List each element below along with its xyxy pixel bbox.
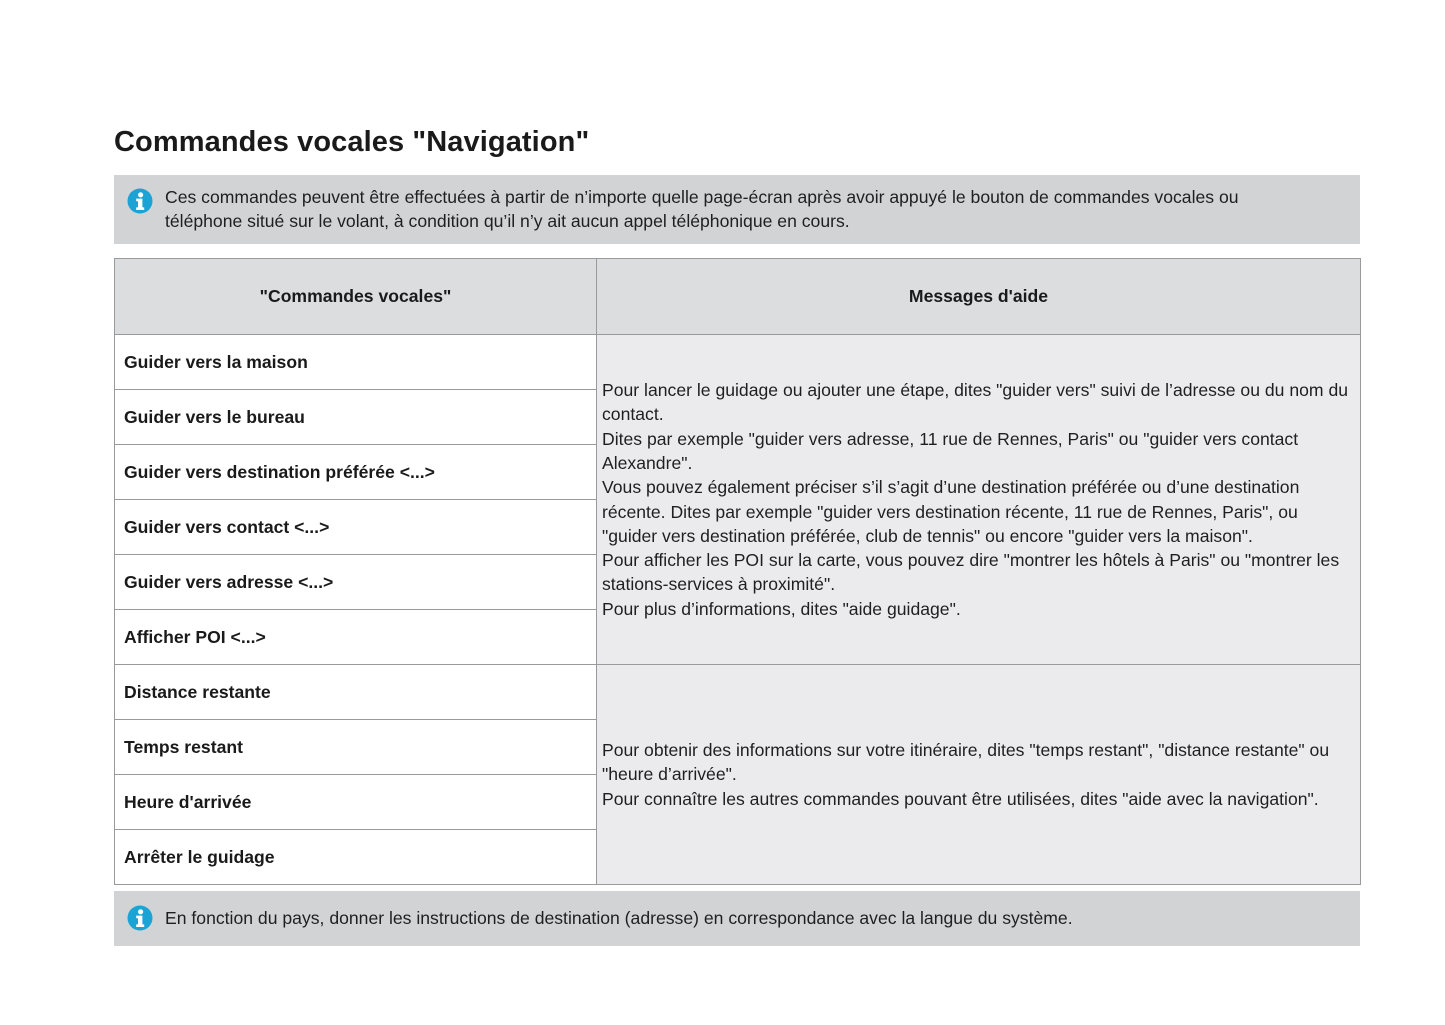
column-header-help: Messages d'aide <box>597 259 1361 335</box>
help-text: Dites par exemple "guider vers adresse, 11 rue de Rennes, Paris" ou "guider vers contact Alexandre". <box>602 428 1299 473</box>
info-note-top <box>114 175 1360 244</box>
info-icon <box>127 905 153 931</box>
column-header-commands: "Commandes vocales" <box>115 259 597 335</box>
command-cell: Distance restante <box>115 665 597 720</box>
command-cell: Temps restant <box>115 720 597 775</box>
help-text: Pour afficher les POI sur la carte, vous pouvez dire "montrer les hôtels à Paris" ou "montrer les stations-services à proximité". <box>602 550 1340 595</box>
table-header-row <box>115 259 1361 335</box>
help-text: Pour obtenir des informations sur votre itinéraire, dites "temps restant", "distance restante" ou "heure d’arrivée". <box>602 740 1330 785</box>
command-cell: Guider vers le bureau <box>115 390 597 445</box>
help-cell-route-info <box>597 665 1361 885</box>
help-text: Pour lancer le guidage ou ajouter une étape, dites "guider vers" suivi de l’adresse ou du nom du contact. <box>602 380 1349 425</box>
table-row <box>115 665 1361 720</box>
voice-commands-table <box>114 258 1361 885</box>
command-cell: Arrêter le guidage <box>115 830 597 885</box>
command-cell: Heure d'arrivée <box>115 775 597 830</box>
table-row <box>115 335 1361 390</box>
command-cell: Guider vers contact <...> <box>115 500 597 555</box>
command-cell: Afficher POI <...> <box>115 610 597 665</box>
info-note-text: En fonction du pays, donner les instructions de destination (adresse) en correspondance avec la langue du système. <box>165 908 1073 928</box>
command-cell: Guider vers destination préférée <...> <box>115 445 597 500</box>
page-title: Commandes vocales "Navigation" <box>114 126 590 158</box>
help-cell-guidance <box>597 335 1361 665</box>
info-note-bottom <box>114 891 1360 946</box>
info-note-text: Ces commandes peuvent être effectuées à partir de n’importe quelle page-écran après avoir appuyé le bouton de commandes vocales ou téléphone situé sur le volant, à condition qu’il n’y ait aucun appel téléphonique en cours. <box>165 187 1239 231</box>
command-cell: Guider vers la maison <box>115 335 597 390</box>
help-text: Pour connaître les autres commandes pouvant être utilisées, dites "aide avec la navigation". <box>602 788 1319 809</box>
command-cell: Guider vers adresse <...> <box>115 555 597 610</box>
help-text: Vous pouvez également préciser s’il s’agit d’une destination préférée ou d’une destination récente. Dites par exemple "guider vers destination récente, 11 rue de Rennes, Paris", ou "guider vers destination préférée, club de tennis" ou encore "guider vers la maison". <box>602 477 1300 546</box>
info-icon <box>127 188 153 214</box>
help-text: Pour plus d’informations, dites "aide guidage". <box>602 598 961 619</box>
